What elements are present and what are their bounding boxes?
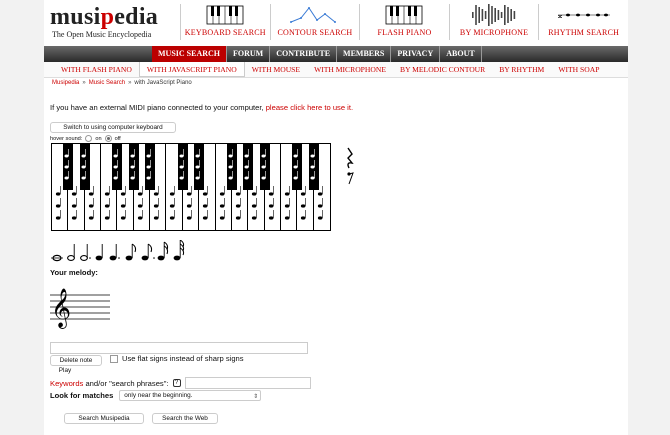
menu-item[interactable]: PRIVACY bbox=[391, 46, 440, 62]
treble-clef-icon: 𝄞 bbox=[51, 288, 72, 328]
match-position-select[interactable] bbox=[119, 390, 261, 401]
black-key[interactable] bbox=[112, 144, 122, 190]
black-key[interactable] bbox=[243, 144, 253, 190]
midi-message bbox=[50, 103, 353, 112]
menu-item[interactable]: FORUM bbox=[227, 46, 270, 62]
piano-keyboard bbox=[51, 143, 331, 231]
note-icon bbox=[292, 144, 302, 190]
logo-tagline: The Open Music Encyclopedia bbox=[52, 30, 152, 39]
logo[interactable] bbox=[50, 4, 180, 44]
black-key[interactable] bbox=[227, 144, 237, 190]
search-musipedia-button[interactable]: Search Musipedia bbox=[64, 413, 144, 424]
melody-staff bbox=[50, 285, 110, 330]
midi-link[interactable]: please click here to use it. bbox=[265, 103, 354, 112]
top-nav-label: KEYBOARD SEARCH bbox=[184, 28, 266, 37]
waveform-icon bbox=[464, 4, 524, 26]
top-nav bbox=[180, 4, 628, 40]
top-nav-label: CONTOUR SEARCH bbox=[277, 28, 353, 37]
note-icon bbox=[227, 144, 237, 190]
note-icon bbox=[129, 144, 139, 190]
select-arrows-icon: ⇕ bbox=[253, 394, 259, 400]
keywords-link[interactable]: Keywords bbox=[50, 378, 84, 388]
logo-wordmark: musipedia bbox=[50, 4, 159, 30]
subnav-item[interactable]: WITH FLASH PIANO bbox=[61, 65, 132, 74]
menu-item[interactable]: ABOUT bbox=[440, 46, 481, 62]
search-web-button[interactable]: Search the Web bbox=[152, 413, 218, 424]
piano-keys-icon bbox=[374, 4, 434, 26]
menu-item[interactable]: CONTRIBUTE bbox=[270, 46, 337, 62]
subnav-item[interactable]: WITH MOUSE bbox=[251, 65, 301, 74]
breadcrumb: Musipedia » Music Search » with JavaScript Piano bbox=[52, 80, 192, 86]
melody-title: Your melody: bbox=[50, 268, 98, 277]
piano-keys-icon bbox=[195, 4, 255, 26]
play-button[interactable]: Play bbox=[50, 366, 80, 377]
svg-text:𝄪: 𝄪 bbox=[557, 11, 562, 21]
flat-signs-label: Use flat signs instead of sharp signs bbox=[122, 354, 244, 363]
subnav-item[interactable]: WITH SOAP bbox=[558, 65, 600, 74]
rest-icons[interactable] bbox=[344, 146, 356, 186]
black-key[interactable] bbox=[129, 144, 139, 190]
note-duration-icons[interactable] bbox=[51, 240, 191, 264]
top-nav-label: RHYTHM SEARCH bbox=[548, 28, 620, 37]
black-key[interactable] bbox=[260, 144, 270, 190]
note-icon bbox=[80, 144, 90, 190]
contour-icon bbox=[285, 4, 345, 26]
melody-field[interactable] bbox=[50, 342, 308, 354]
keywords-row bbox=[50, 377, 311, 389]
flat-signs-option bbox=[110, 354, 244, 363]
hover-off-label: off bbox=[114, 135, 121, 142]
menu-item[interactable]: MEMBERS bbox=[337, 46, 391, 62]
hover-on-radio[interactable] bbox=[85, 135, 92, 142]
note-icon bbox=[309, 144, 319, 190]
top-nav-label: BY MICROPHONE bbox=[459, 28, 529, 37]
top-nav-item[interactable] bbox=[359, 4, 449, 40]
hover-off-radio[interactable] bbox=[105, 135, 112, 142]
note-icon bbox=[112, 144, 122, 190]
note-icon bbox=[243, 144, 253, 190]
keywords-input[interactable] bbox=[185, 377, 311, 389]
breadcrumb-current: with JavaScript Piano bbox=[134, 80, 192, 86]
breadcrumb-music-search[interactable]: Music Search bbox=[88, 80, 126, 86]
switch-keyboard-button[interactable]: Switch to using computer keyboard bbox=[50, 122, 176, 133]
sub-nav bbox=[44, 62, 628, 78]
black-key[interactable] bbox=[145, 144, 155, 190]
help-icon[interactable]: ? bbox=[173, 379, 181, 387]
black-key[interactable] bbox=[292, 144, 302, 190]
main-menu bbox=[44, 46, 628, 62]
top-nav-label: FLASH PIANO bbox=[377, 28, 432, 37]
breadcrumb-home[interactable]: Musipedia bbox=[52, 80, 80, 86]
top-nav-item[interactable] bbox=[449, 4, 539, 40]
subnav-item[interactable]: BY MELODIC CONTOUR bbox=[400, 65, 486, 74]
look-for-matches-label: Look for matches bbox=[50, 391, 114, 400]
note-icon bbox=[63, 144, 73, 190]
hover-sound-label: hover sound: bbox=[50, 135, 83, 142]
black-key[interactable] bbox=[80, 144, 90, 190]
note-icon bbox=[178, 144, 188, 190]
top-nav-item[interactable] bbox=[180, 4, 270, 40]
top-nav-item[interactable] bbox=[270, 4, 360, 40]
black-key[interactable] bbox=[178, 144, 188, 190]
look-for-matches-row bbox=[50, 390, 261, 401]
note-icon bbox=[260, 144, 270, 190]
hover-sound-control bbox=[50, 135, 121, 142]
subnav-item[interactable]: WITH MICROPHONE bbox=[314, 65, 386, 74]
menu-item[interactable]: MUSIC SEARCH bbox=[152, 46, 227, 62]
header bbox=[44, 0, 628, 44]
page bbox=[44, 0, 628, 435]
flat-signs-checkbox[interactable] bbox=[110, 355, 118, 363]
black-key[interactable] bbox=[309, 144, 319, 190]
midi-text: If you have an external MIDI piano connected to your computer, bbox=[50, 103, 266, 112]
note-icon bbox=[145, 144, 155, 190]
keywords-label: and/or "search phrases": bbox=[83, 378, 169, 388]
subnav-item[interactable]: WITH JAVASCRIPT PIANO bbox=[139, 62, 245, 77]
delete-note-button[interactable]: Delete note bbox=[50, 355, 102, 366]
black-key[interactable] bbox=[194, 144, 204, 190]
subnav-item[interactable]: BY RHYTHM bbox=[499, 65, 545, 74]
hover-on-label: on bbox=[95, 135, 102, 142]
match-position-value: only near the beginning. bbox=[124, 392, 193, 399]
note-icon bbox=[194, 144, 204, 190]
black-key[interactable] bbox=[63, 144, 73, 190]
top-nav-item[interactable] bbox=[538, 4, 628, 40]
rhythm-icon bbox=[554, 4, 614, 26]
